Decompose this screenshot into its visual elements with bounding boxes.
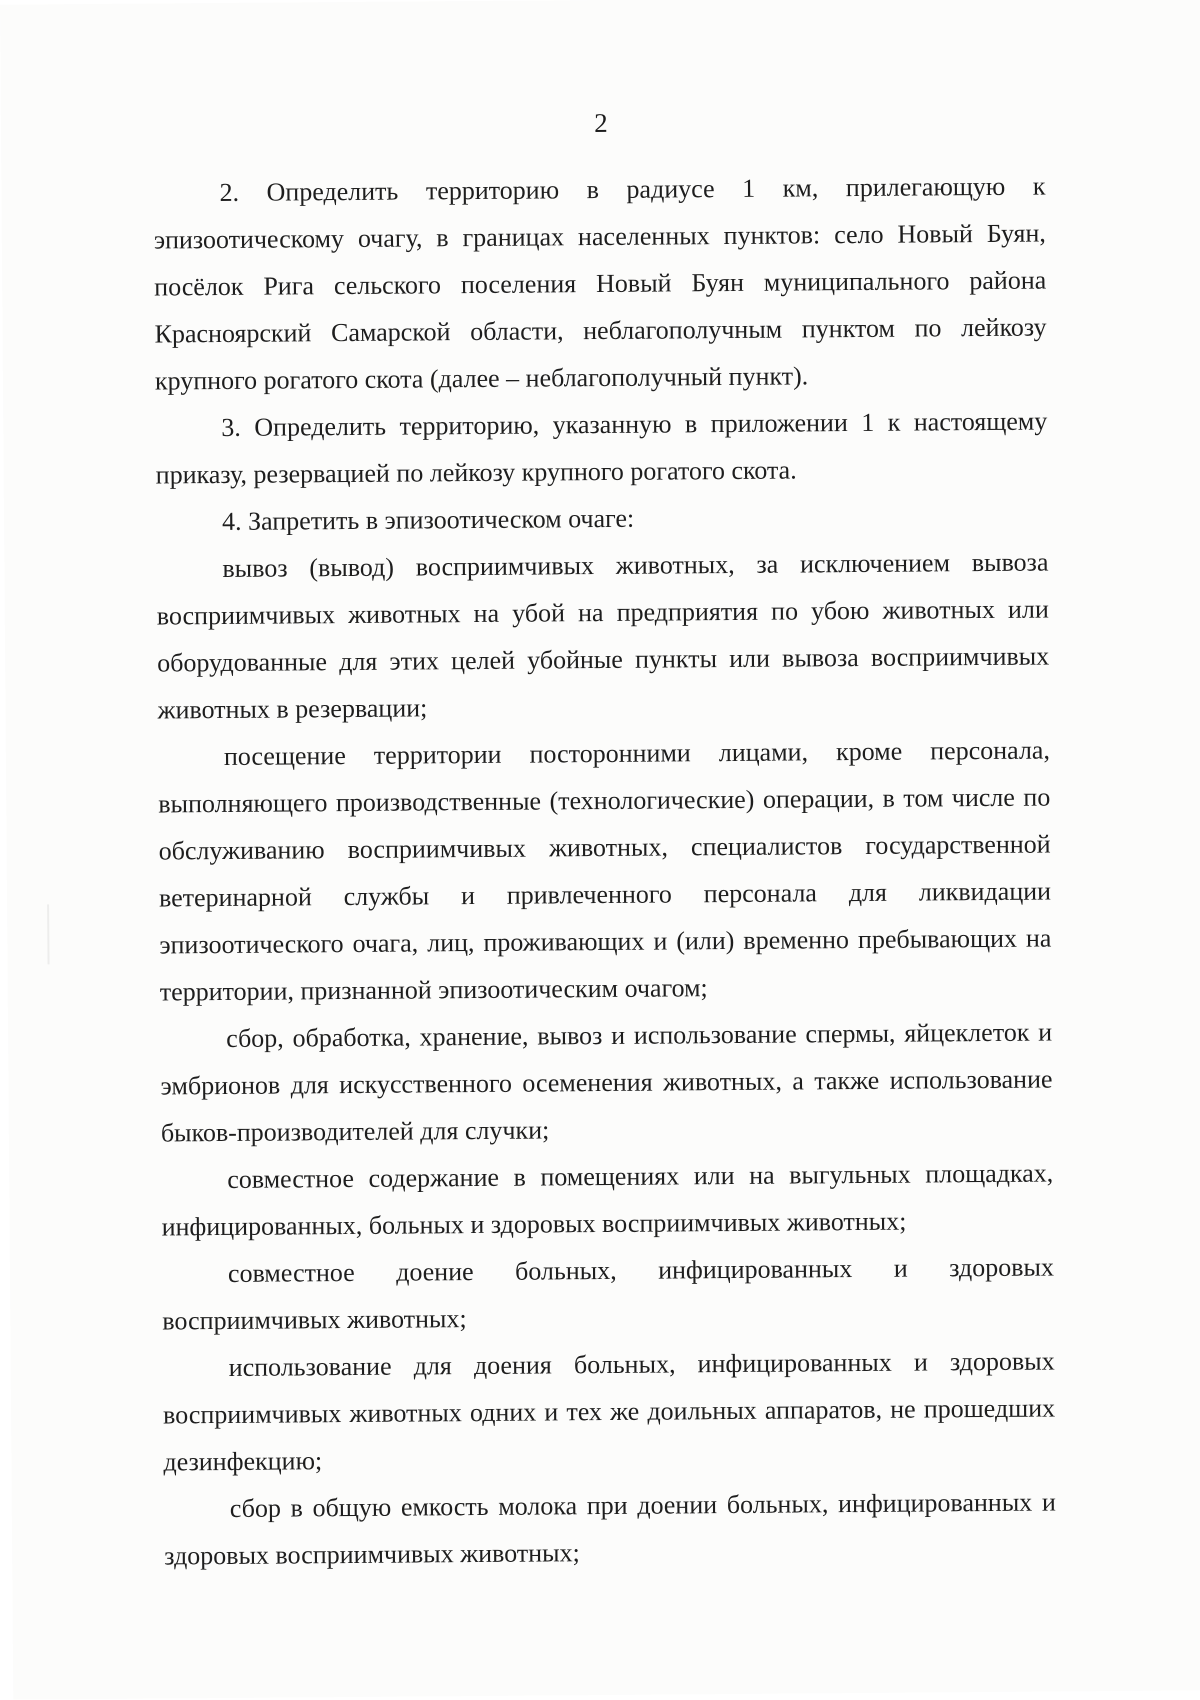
scan-artifact [47, 904, 49, 964]
paragraph-clause-4: 4. Запретить в эпизоотическом очаге: [221, 503, 635, 536]
document-body [153, 163, 1056, 1580]
paragraph-ban-item: сбор, обработка, хранение, вывоз и использование спермы, яйцеклеток и эмбрионов для искусственного осеменения животных, а также использование быков-производителей для случки; [160, 1017, 1053, 1148]
paragraph-ban-item: посещение территории посторонними лицами, кроме персонала, выполняющего производственные (технологические) операции, в том числе по обслуживанию восприимчивых животных, специалистов государственной ветеринарной службы и привлеченного персонала для ликвидации эпизоотического очага, лиц, проживающих и (или) временно пребывающих на территории, признанной эпизоотическим очагом; [158, 735, 1052, 1007]
paragraph-clause-3: 3. Определить территорию, указанную в приложении 1 к настоящему приказу, резервацией по лейкозу крупного рогатого скота. [155, 406, 1048, 490]
paragraph-ban-item: совместное доение больных, инфицированных и здоровых восприимчивых животных; [162, 1252, 1055, 1336]
paragraph-ban-item: использование для доения больных, инфицированных и здоровых восприимчивых животных одних и тех же доильных аппаратов, не прошедших дезинфекцию; [162, 1346, 1056, 1477]
paragraph-clause-2: 2. Определить территорию в радиусе 1 км, прилегающую к эпизоотическому очагу, в границах населенных пунктов: село Новый Буян, посёлок Рига сельского поселения Новый Буян муниципального района Красноярский Самарской области, неблагополучным пунктом по лейкозу крупного рогатого скота (далее – неблагополучный пункт). [153, 171, 1047, 396]
page-number: 2 [594, 107, 608, 139]
paragraph-ban-item: сбор в общую емкость молока при доении больных, инфицированных и здоровых восприимчивых животных; [164, 1487, 1056, 1571]
paragraph-ban-item: вывоз (вывод) восприимчивых животных, за исключением вывоза восприимчивых животных на убой на предприятия по убою животных или оборудованные для этих целей убойные пункты или вывоза восприимчивых животных в резервации; [156, 547, 1050, 725]
paragraph-ban-item: совместное содержание в помещениях или на выгульных площадках, инфицированных, больных и здоровых восприимчивых животных; [161, 1158, 1054, 1242]
